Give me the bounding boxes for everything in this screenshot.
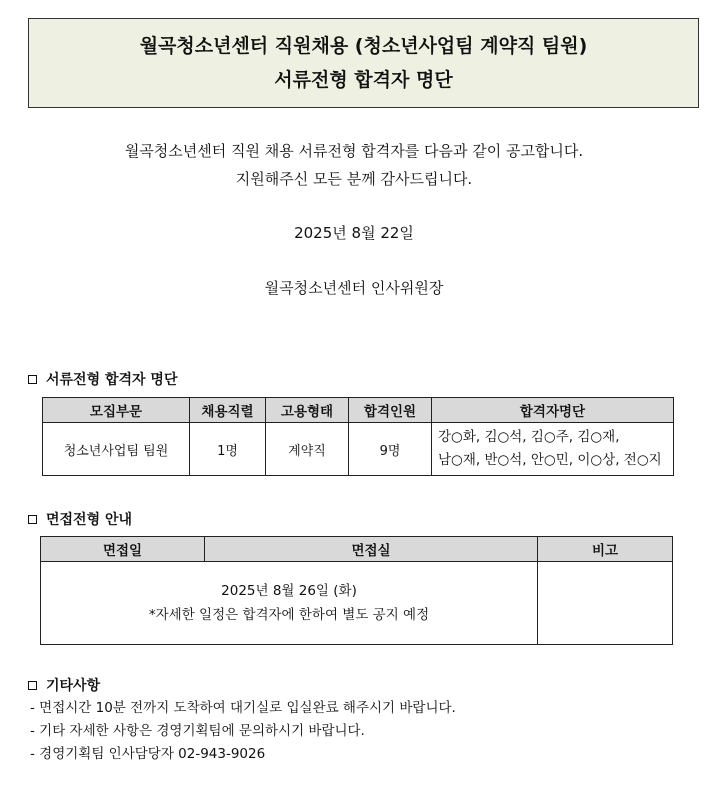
misc-notes-list (30, 697, 456, 766)
names-line-1: 강○화, 김○석, 김○주, 김○재, (438, 429, 620, 445)
section-title: 면접전형 안내 (46, 512, 133, 528)
cell-position: 1명 (190, 423, 266, 476)
header-employment-type: 고용형태 (266, 398, 349, 423)
header-remarks: 비고 (538, 537, 673, 562)
cell-passed-names (432, 423, 674, 476)
header-dept: 모집부문 (43, 398, 190, 423)
cell-employment-type: 계약직 (266, 423, 349, 476)
cell-interview-info (41, 562, 538, 645)
table-row (43, 423, 674, 476)
intro-line-1: 월곡청소년센터 직원 채용 서류전형 합격자를 다음과 같이 공고합니다. (124, 142, 584, 160)
cell-dept: 청소년사업팀 팀원 (43, 423, 190, 476)
header-interview-date: 면접일 (41, 537, 205, 562)
title-line-1: 월곡청소년센터 직원채용 (청소년사업팀 계약직 팀원) (139, 35, 588, 57)
section-misc-heading (28, 675, 100, 695)
document-results-table (42, 397, 674, 476)
list-item: - 면접시간 10분 전까지 도착하여 대기실로 입실완료 해주시기 바랍니다. (30, 700, 456, 716)
square-bullet-icon (28, 681, 37, 690)
intro-line-2: 지원해주신 모든 분께 감사드립니다. (235, 170, 473, 188)
title-line-2: 서류전형 합격자 명단 (274, 69, 453, 91)
title-box (28, 18, 699, 108)
header-interview-room: 면접실 (205, 537, 538, 562)
names-line-2: 남○재, 반○석, 안○민, 이○상, 전○지 (438, 452, 662, 468)
list-item: - 경영기획팀 인사담당자 02-943-9026 (30, 746, 266, 762)
section-title: 기타사항 (46, 678, 101, 694)
table-header-row (41, 537, 673, 562)
header-passed-count: 합격인원 (349, 398, 432, 423)
square-bullet-icon (28, 375, 37, 384)
square-bullet-icon (28, 515, 37, 524)
section-document-results-heading (28, 369, 177, 389)
header-position: 채용직렬 (190, 398, 266, 423)
list-item: - 기타 자세한 사항은 경영기획팀에 문의하시기 바랍니다. (30, 723, 365, 739)
header-passed-names: 합격자명단 (432, 398, 674, 423)
cell-remarks (538, 562, 673, 645)
interview-table (40, 536, 673, 645)
issuer: 월곡청소년센터 인사위원장 (264, 279, 444, 297)
cell-passed-count: 9명 (349, 423, 432, 476)
interview-note: *자세한 일정은 합격자에 한하여 별도 공지 예정 (148, 607, 430, 623)
section-title: 서류전형 합격자 명단 (46, 372, 178, 388)
section-interview-heading (28, 509, 132, 529)
announcement-date: 2025년 8월 22일 (294, 224, 414, 242)
table-header-row (43, 398, 674, 423)
table-row (41, 562, 673, 645)
interview-date: 2025년 8월 26일 (화) (221, 583, 357, 599)
